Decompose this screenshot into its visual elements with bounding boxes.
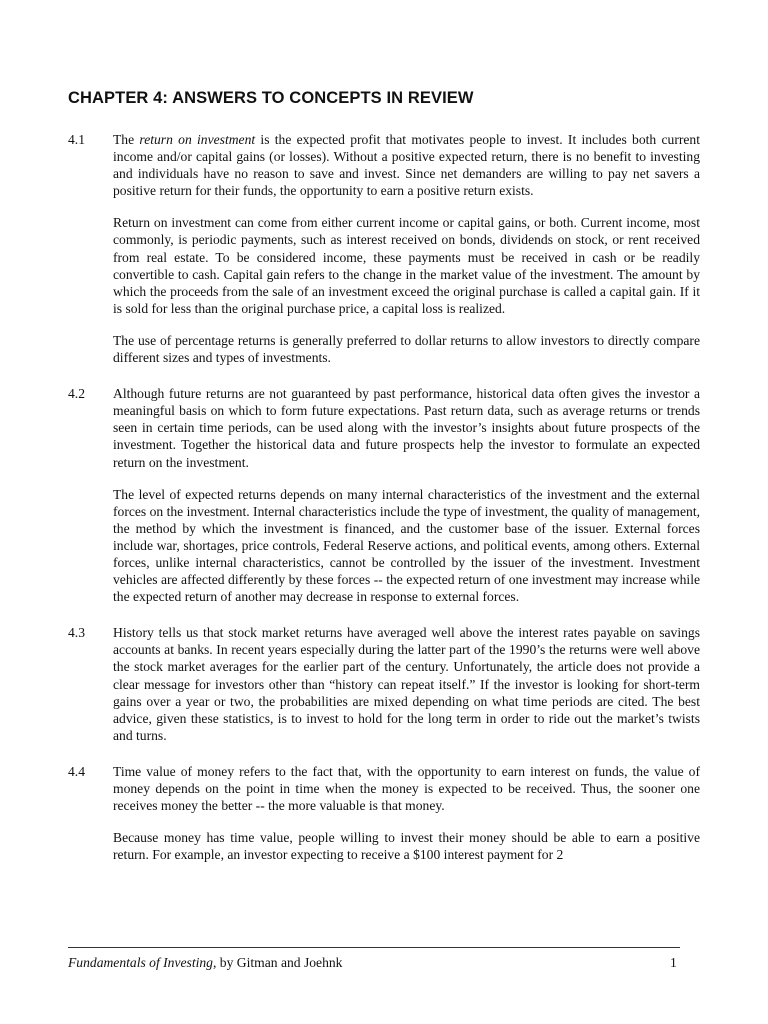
footer-book-title: Fundamentals of Investing: [68, 955, 213, 970]
section-number: 4.3: [68, 625, 85, 641]
paragraph: [113, 131, 700, 199]
document-body: [68, 131, 700, 882]
section-number: 4.1: [68, 132, 85, 147]
paragraph: Return on investment can come from either current income or capital gains, or both. Current income, most commonly, is periodic payments, such as interest received on bonds, dividends on stock, or rent received from real estate. To be considered income, these payments must be received in cash or be readily convertible to cash. Capital gain refers to the change in the market value of the investment. The amount by which the proceeds from the sale of an investment exceed the original purchase is called a capital gain. If it is sold for less than the original purchase price, a capital loss is realized.: [113, 215, 700, 316]
paragraph: Although future returns are not guaranteed by past performance, historical data often gives the investor a meaningful basis on which to form future expectations. Past return data, such as average returns or trends seen in certain time periods, can be used along with the investor’s insights about future prospects of the investment. Together the historical data and future prospects help the investor to formulate an expected return on the investment.: [113, 386, 700, 470]
paragraph: Because money has time value, people willing to invest their money should be able to earn a positive return. For example, an investor expecting to receive a $100 interest payment for 2: [113, 830, 700, 863]
section-4-4: [68, 763, 700, 863]
section-number: 4.2: [68, 386, 85, 402]
section-paragraphs: [113, 763, 700, 863]
section-4-2: [68, 385, 700, 605]
footer-byline: , by Gitman and Joehnk: [212, 955, 343, 970]
paragraph: The level of expected returns depends on many internal characteristics of the investment and the external forces on the investment. Internal characteristics include the type of investment, the quality of management, the method by which the investment is financed, and the customer base of the issuer. External forces include war, shortages, price controls, Federal Reserve actions, and political events, among others. External forces, unlike internal characteristics, cannot be controlled by the issuer of the investment. Investment vehicles are affected differently by these forces -- the expected return of one investment may increase while the expected return of another may decrease in response to external forces.: [113, 486, 700, 605]
emphasized-term: return on investment: [139, 132, 256, 147]
section-4-1: [68, 131, 700, 366]
section-paragraphs: [113, 131, 700, 366]
chapter-title: CHAPTER 4: ANSWERS TO CONCEPTS IN REVIEW: [68, 89, 474, 107]
paragraph-text: The: [113, 132, 140, 147]
section-4-3: [68, 624, 700, 744]
paragraph-text: is the expected profit that motivates people to invest. It includes both current income and/or capital gains (or losses). Without a positive expected return, there is no benefit to investing and individuals have no reason to save and invest. Since net demanders are willing to pay net savers a positive return for their funds, the opportunity to earn a positive return exists.: [113, 132, 700, 199]
footer-citation: [68, 955, 342, 971]
section-number: 4.4: [68, 763, 85, 779]
page-number: 1: [670, 955, 677, 970]
paragraph: Time value of money refers to the fact that, with the opportunity to earn interest on funds, the value of money depends on the point in time when the money is expected to be received. Thus, the sooner one receives money the better -- the more valuable is that money.: [113, 763, 700, 814]
paragraph: History tells us that stock market returns have averaged well above the interest rates payable on savings accounts at banks. In recent years especially during the latter part of the 1990’s the returns were well above the stock market averages for the earlier part of the century. Unfortunately, the article does not provide a clear message for investors other than “history can repeat itself.” If the investor is looking for short-term gains over a year or two, the probabilities are mixed depending on what time periods are cited. The best advice, given these statistics, is to invest to hold for the long term in order to ride out the market’s twists and turns.: [113, 625, 700, 743]
section-paragraphs: [113, 624, 700, 744]
section-paragraphs: [113, 385, 700, 605]
footer-divider: [68, 947, 680, 948]
paragraph: The use of percentage returns is generally preferred to dollar returns to allow investors to directly compare different sizes and types of investments.: [113, 332, 700, 366]
